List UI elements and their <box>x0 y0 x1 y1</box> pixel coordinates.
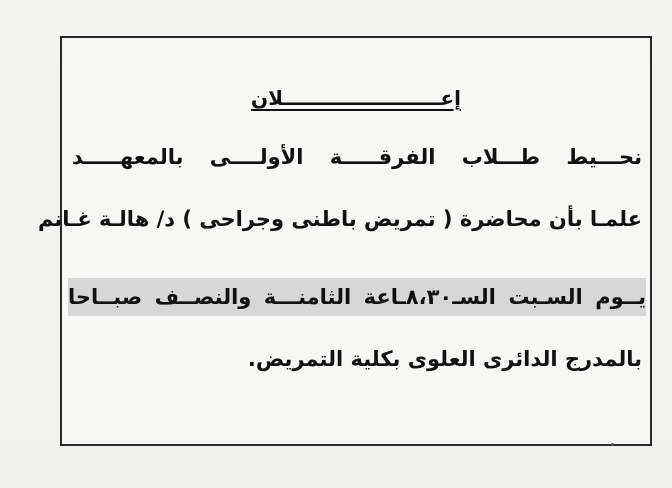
notice-frame <box>37 36 652 446</box>
scan-speck <box>611 443 614 446</box>
notice-line-1: نحـــيط طـــلاب الفرقـــــة الأولــــى بالمعهـــــد <box>72 145 642 169</box>
notice-line-3-highlighted: يــوم السـبت السـ٨،٣٠ـاعة الثامنـــة والنصــف صبــاحا <box>68 278 646 316</box>
notice-line-2: علمـا بأن محاضرة ( تمريض باطنى وجراحى ) د/ هالـة غـانم <box>37 207 642 231</box>
notice-line-4: بالمدرج الدائرى العلوى بكلية التمريض. <box>247 347 642 371</box>
notice-title: إعـــــــــــــــــــــــلان <box>251 86 461 110</box>
